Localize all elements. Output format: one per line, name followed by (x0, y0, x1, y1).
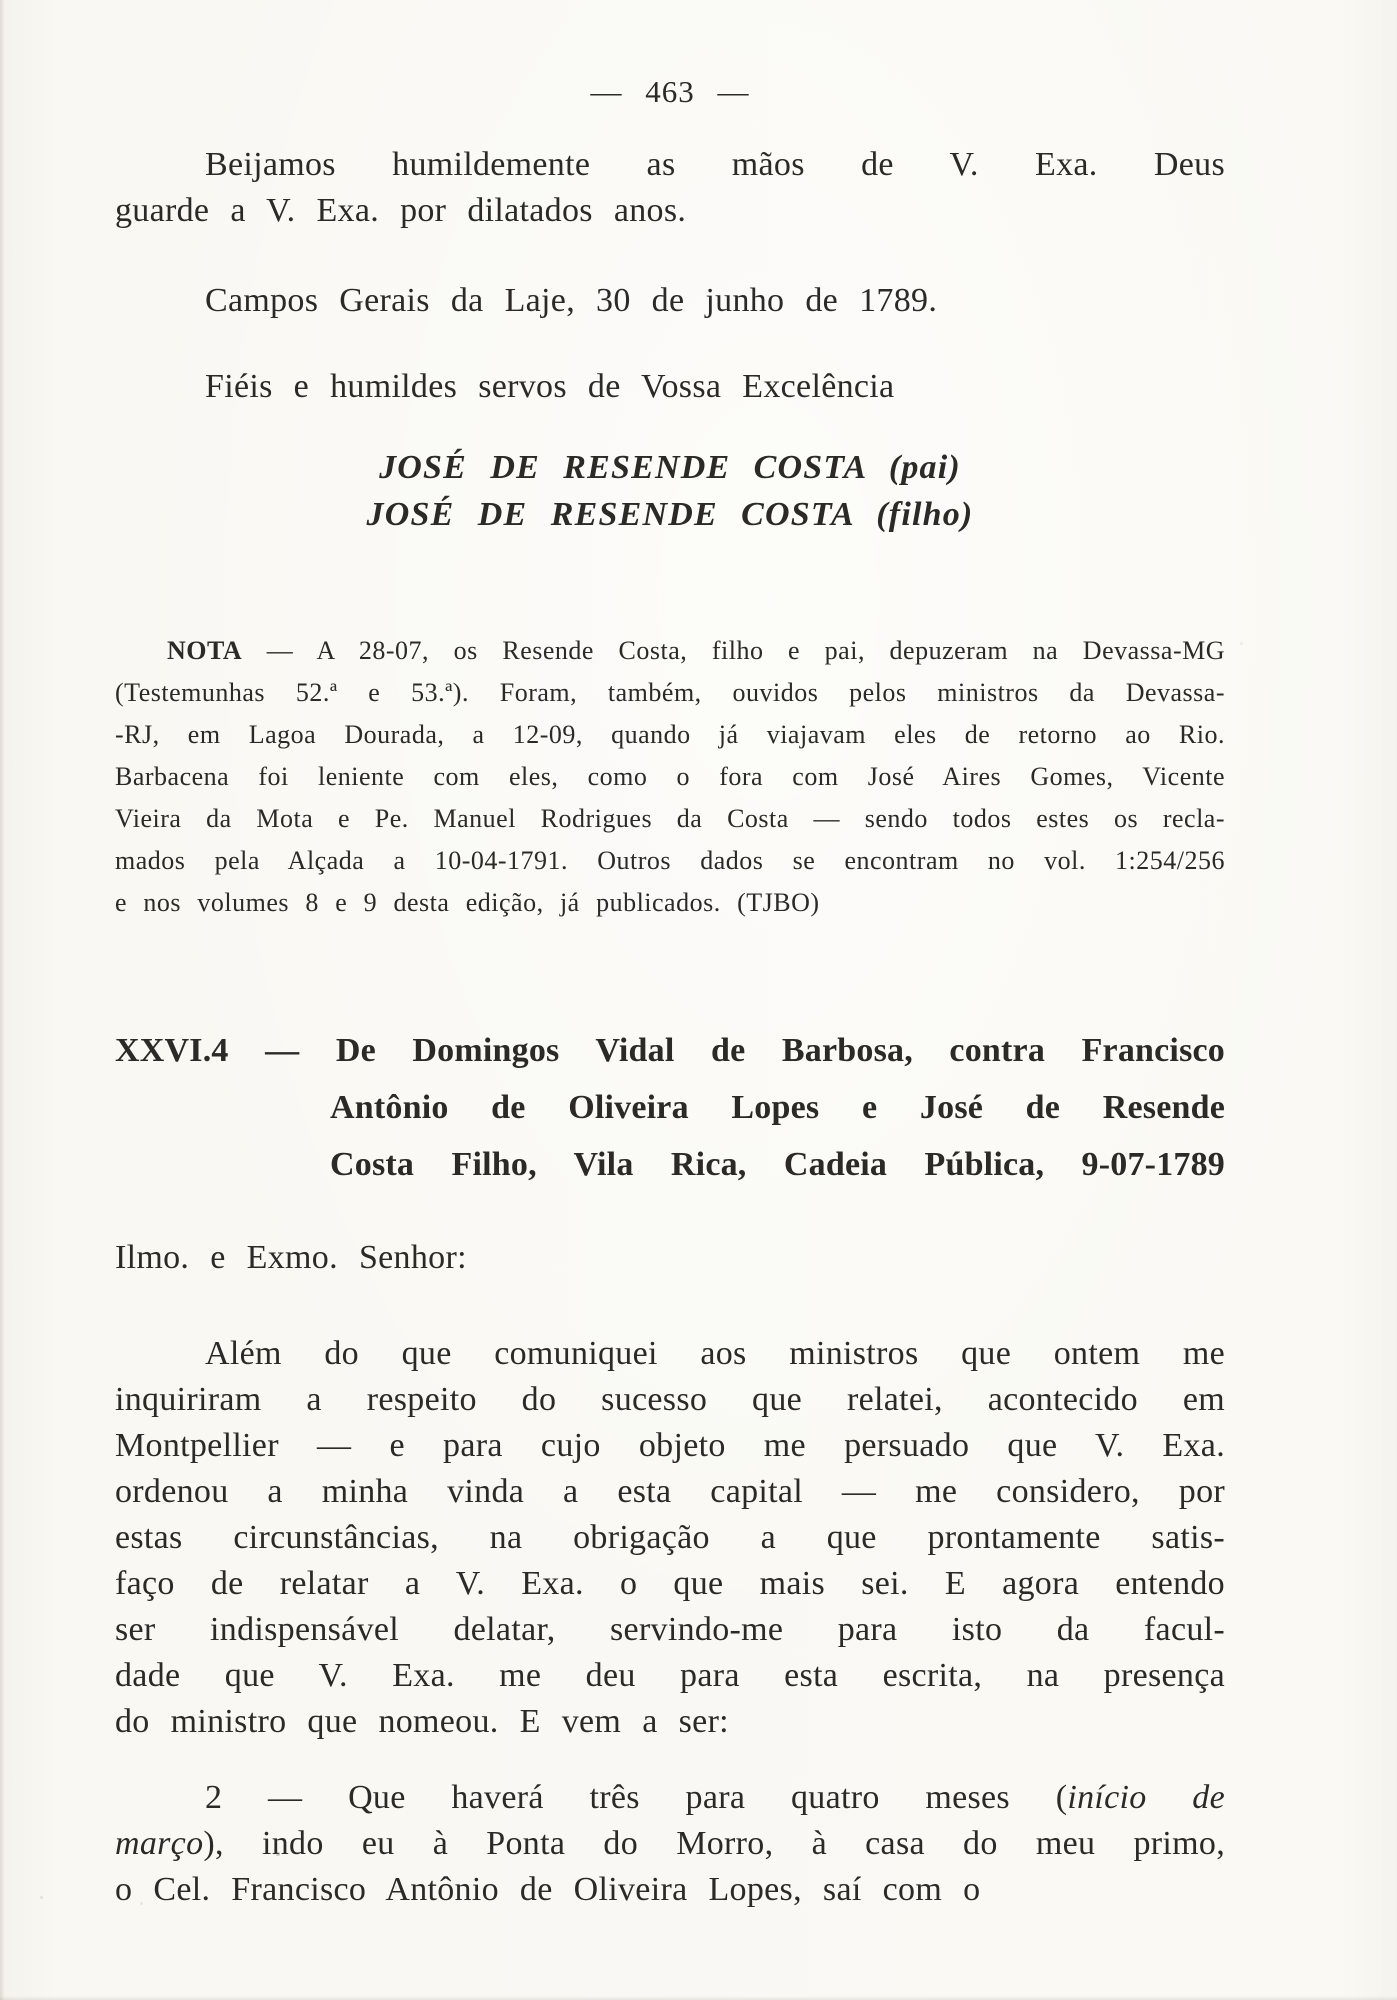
note-label: NOTA (167, 636, 243, 665)
scan-speck (276, 1852, 280, 1856)
closing-paragraph (115, 142, 1225, 234)
text-line: Beijamos humildemente as mãos de V. Exa. Deus (205, 146, 1225, 183)
italic-segment: início de (1067, 1779, 1225, 1816)
text-segment: ), indo eu à Ponta do Morro, à casa do meu primo, (203, 1825, 1225, 1862)
scan-speck (1240, 642, 1243, 645)
text-line: estas circunstâncias, na obrigação a que prontamente satis- (115, 1519, 1225, 1556)
scan-speck (40, 1896, 43, 1899)
heading-line: Antônio de Oliveira Lopes e José de Resende (330, 1089, 1225, 1126)
heading-line: XXVI.4 — De Domingos Vidal de Barbosa, contra Francisco (115, 1032, 1225, 1069)
scan-edge-shadow (0, 0, 5, 2000)
scan-speck (395, 1886, 397, 1889)
signature-line: JOSÉ DE RESENDE COSTA (filho) (366, 496, 974, 533)
heading-line: Costa Filho, Vila Rica, Cadeia Pública, 9-07-1789 (330, 1146, 1225, 1183)
note-line: Barbacena foi leniente com eles, como o fora com José Aires Gomes, Vicente (115, 762, 1225, 791)
dateline: Campos Gerais da Laje, 30 de junho de 1789. (205, 282, 938, 319)
text-line: guarde a V. Exa. por dilatados anos. (115, 192, 687, 229)
note-line (115, 630, 1225, 672)
text-line (115, 1821, 1225, 1867)
editorial-note (115, 630, 1225, 924)
text-line: do ministro que nomeou. E vem a ser: (115, 1703, 729, 1740)
scan-edge-shadow (0, 1996, 1397, 2000)
text-line: dade que V. Exa. me deu para esta escrita, na presença (115, 1657, 1225, 1694)
note-line: mados pela Alçada a 10-04-1791. Outros dados se encontram no vol. 1:254/256 (115, 846, 1225, 875)
signature-line: JOSÉ DE RESENDE COSTA (pai) (379, 449, 961, 486)
italic-segment: março (115, 1825, 204, 1862)
text-line: ordenou a minha vinda a esta capital — me considero, por (115, 1473, 1225, 1510)
page-number: — 463 — (590, 74, 750, 109)
text-line: inquiriram a respeito do sucesso que relatei, acontecido em (115, 1381, 1225, 1418)
text-line: ser indispensável delatar, servindo-me para isto da facul- (115, 1611, 1225, 1648)
letter-paragraph-1 (115, 1331, 1225, 1745)
note-text: — A 28-07, os Resende Costa, filho e pai, depuzeram na Devassa-MG (242, 636, 1225, 665)
text-line (115, 1775, 1225, 1821)
note-line: Vieira da Mota e Pe. Manuel Rodrigues da Costa — sendo todos estes os recla- (115, 804, 1225, 833)
scan-speck (140, 1902, 143, 1905)
closing-salutation: Fiéis e humildes servos de Vossa Excelência (205, 368, 895, 405)
note-line: e nos volumes 8 e 9 desta edição, já publicados. (TJBO) (115, 888, 820, 917)
section-heading (115, 1022, 1225, 1193)
note-line: (Testemunhas 52.ª e 53.ª). Foram, também, ouvidos pelos ministros da Devassa- (115, 678, 1225, 707)
letter-salutation: Ilmo. e Exmo. Senhor: (115, 1239, 467, 1276)
signature-block (115, 444, 1225, 538)
text-segment: 2 — Que haverá três para quatro meses ( (205, 1779, 1068, 1816)
note-line: -RJ, em Lagoa Dourada, a 12-09, quando já viajavam eles de retorno ao Rio. (115, 720, 1225, 749)
text-line: faço de relatar a V. Exa. o que mais sei. E agora entendo (115, 1565, 1225, 1602)
letter-paragraph-2 (115, 1775, 1225, 1913)
text-line: o Cel. Francisco Antônio de Oliveira Lopes, saí com o (115, 1871, 981, 1908)
text-line: Além do que comuniquei aos ministros que ontem me (205, 1335, 1225, 1372)
text-line: Montpellier — e para cujo objeto me persuado que V. Exa. (115, 1427, 1225, 1464)
